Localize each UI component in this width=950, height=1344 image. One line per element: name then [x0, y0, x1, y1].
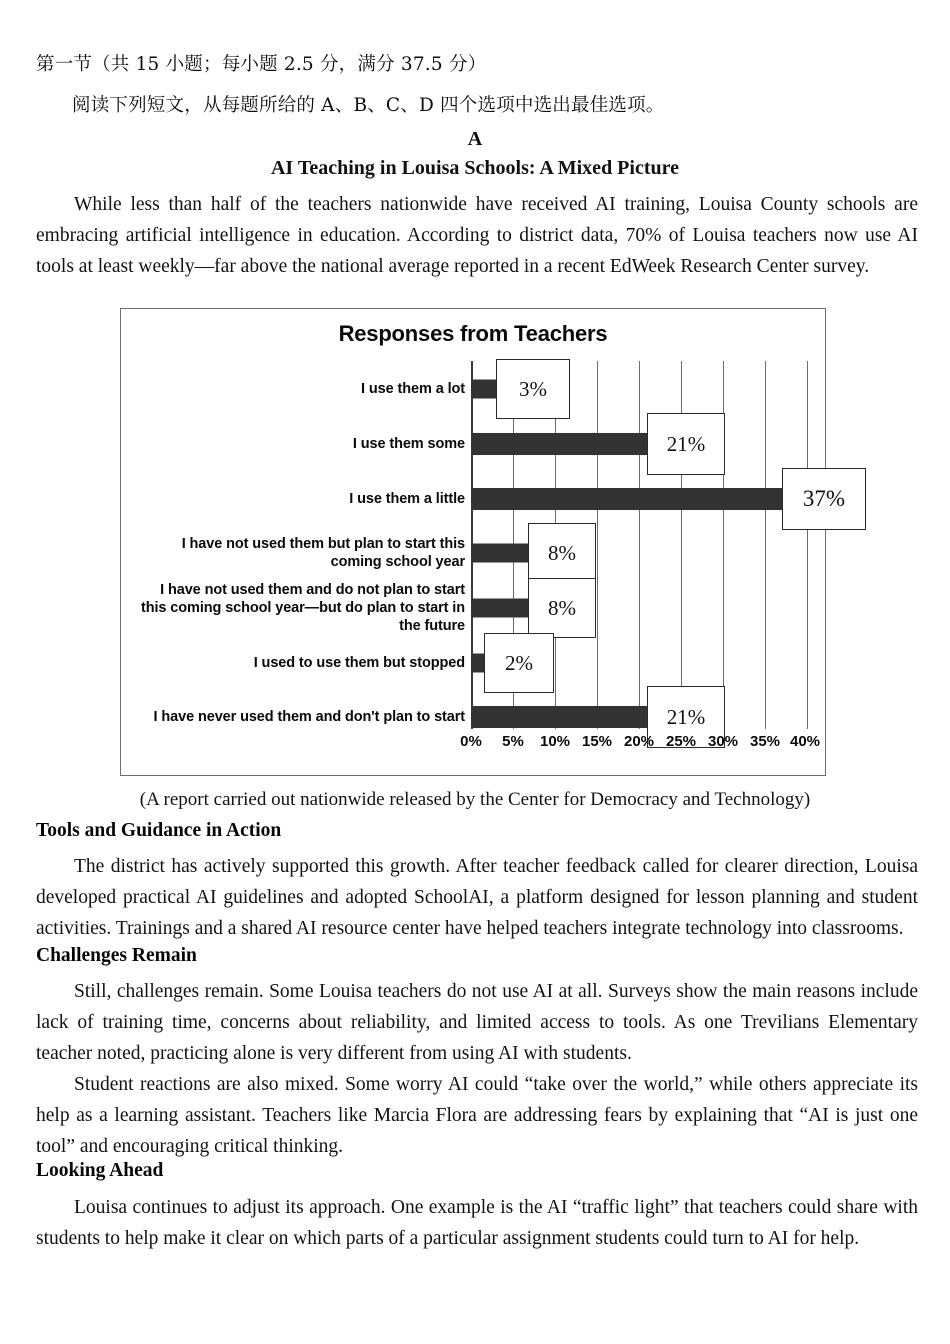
- bar-value-callout: 8%: [528, 523, 596, 583]
- section-heading-looking-ahead: Looking Ahead: [36, 1160, 164, 1181]
- x-tick-label: 5%: [502, 733, 524, 750]
- bar-value-callout: 21%: [647, 413, 725, 475]
- x-tick-label: 0%: [460, 733, 482, 750]
- chart-container: [120, 308, 846, 776]
- x-tick-label: 10%: [539, 733, 571, 750]
- bar-value-callout: 8%: [528, 578, 596, 638]
- chart-bar-rows: [141, 361, 846, 729]
- figure-caption: (A report carried out nationwide released by the Center for Democracy and Technology): [139, 789, 811, 810]
- section-body-challenges: Still, challenges remain. Some Louisa teachers do not use AI at all. Surveys show the main reasons include lack of training time, concerns about reliability, and limited access to tools. As one Trevilians Elementary teacher noted, practicing alone is very different from using AI with students.: [36, 981, 918, 1064]
- section-heading-tools: Tools and Guidance in Action: [36, 820, 282, 841]
- bar: [471, 433, 647, 455]
- x-tick-label: 25%: [665, 733, 697, 750]
- bar-category-label: I use them some: [352, 436, 465, 452]
- passage-letter: A: [467, 128, 483, 150]
- bar: [471, 380, 496, 399]
- bar: [471, 706, 647, 728]
- section-body-tools: The district has actively supported this growth. After teacher feedback called for clearer direction, Louisa developed practical AI guidelines and adopted SchoolAI, a platform designed for lesson planning and student activities. Trainings and a shared AI resource center have helped teachers integrate technology into classrooms.: [36, 856, 918, 939]
- section-body-looking-ahead: Louisa continues to adjust its approach. One example is the AI “traffic light” that teachers could share with students to help make it clear on which parts of a particular assignment students could turn to AI for help.: [36, 1197, 918, 1249]
- x-tick-label: 20%: [623, 733, 655, 750]
- x-tick-label: 15%: [581, 733, 613, 750]
- bar-category-label: I use them a lot: [361, 381, 465, 397]
- bar-value-callout: 3%: [496, 359, 570, 419]
- x-tick-label: 35%: [749, 733, 781, 750]
- chart-x-axis: [460, 733, 821, 757]
- bar-category-label: I use them a little: [349, 491, 465, 507]
- chart-plot-area: [141, 361, 846, 729]
- bar: [471, 599, 528, 618]
- bar: [471, 544, 528, 563]
- chart-title: Responses from Teachers: [338, 321, 608, 346]
- intro-paragraph: While less than half of the teachers nationwide have received AI training, Louisa County schools are embracing artificial intelligence in education. According to district data, 70% of Louisa teachers now use AI tools at least weekly—far above the national average reported in a recent EdWeek Research Center survey.: [36, 194, 918, 277]
- bar-category-label: I have not used them and do not plan to start this coming school year—but do plan to start in the future: [141, 582, 465, 634]
- x-tick-label: 30%: [707, 733, 739, 750]
- bar-category-label: I have never used them and don't plan to start: [153, 709, 465, 725]
- bar: [471, 488, 782, 510]
- article-title: AI Teaching in Louisa Schools: A Mixed Picture: [270, 157, 680, 179]
- section-body-student-reactions: Student reactions are also mixed. Some worry AI could “take over the world,” while others appreciate its help as a learning assistant. Teachers like Marcia Flora are addressing fears by explaining that “AI is just one tool” and encouraging critical thinking.: [36, 1074, 918, 1157]
- bar-value-callout: 21%: [647, 686, 725, 748]
- instruction-line: 阅读下列短文，从每题所给的 A、B、C、D 四个选项中选出最佳选项。: [72, 95, 665, 116]
- gridline-40: [807, 361, 808, 729]
- bar-value-callout: 37%: [782, 468, 866, 530]
- bar-value-callout: 2%: [484, 633, 554, 693]
- bar-category-label: I have not used them but plan to start this coming school year: [181, 536, 465, 570]
- x-tick-label: 40%: [789, 733, 821, 750]
- bar-category-label: I used to use them but stopped: [253, 655, 465, 671]
- section-header-line: 第一节（共 15 小题；每小题 2.5 分，满分 37.5 分）: [36, 54, 487, 75]
- section-heading-challenges: Challenges Remain: [36, 945, 197, 966]
